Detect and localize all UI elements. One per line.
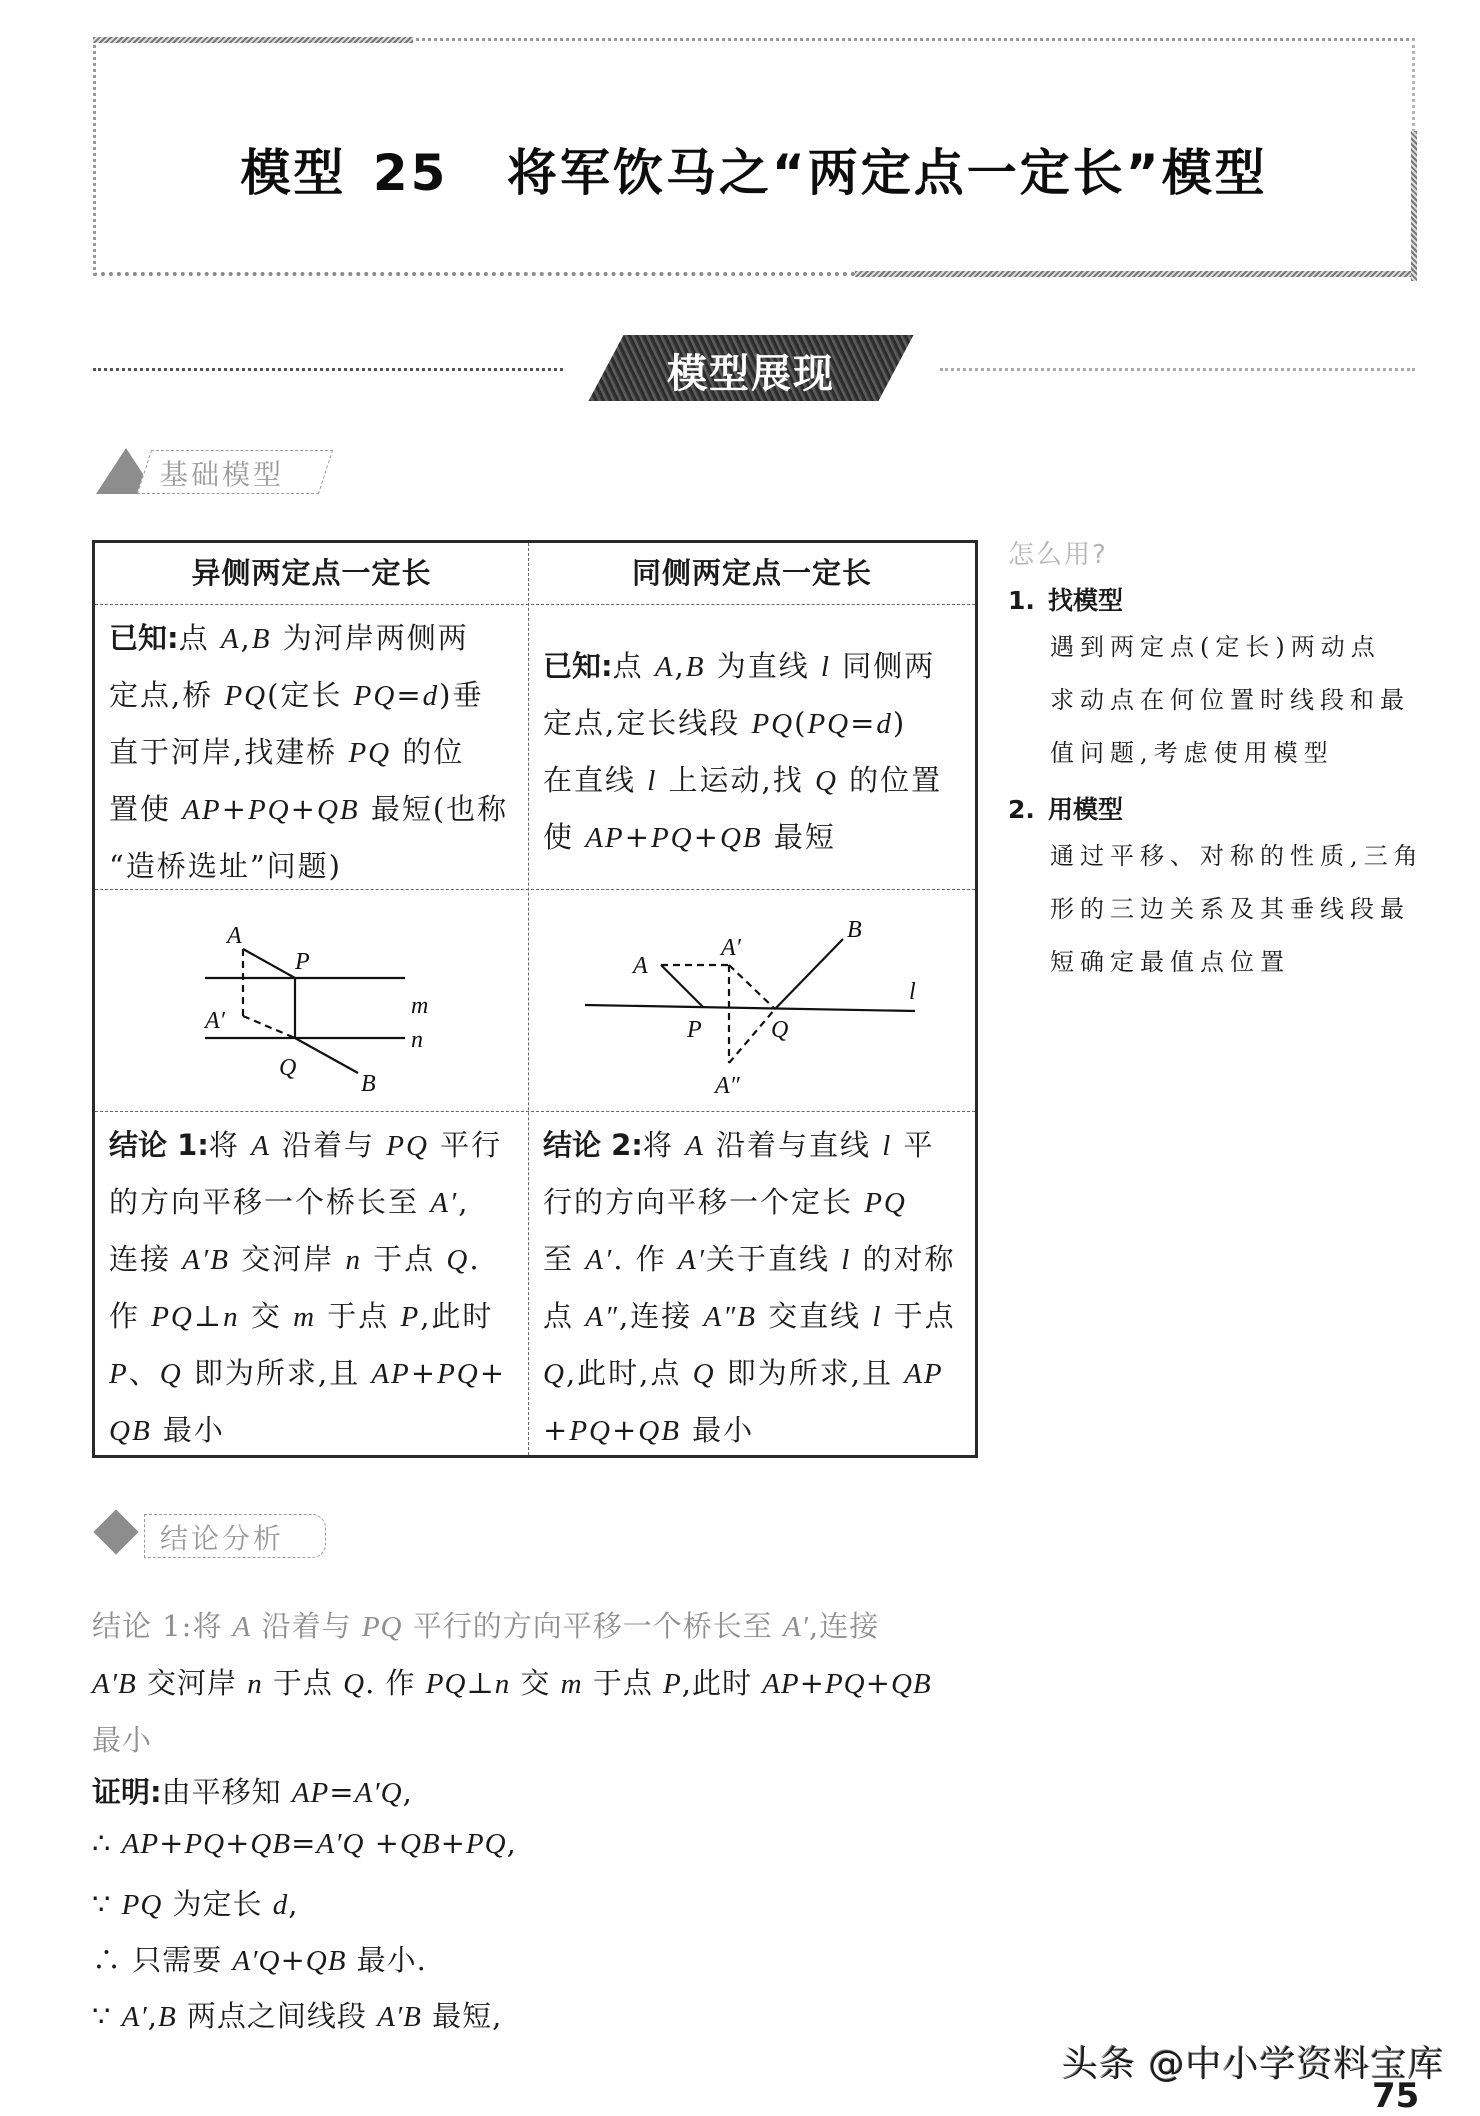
proof-line: 证明:由平移知 AP=A′Q, [92,1775,413,1809]
title-prefix: 模型 [240,144,347,202]
divider-left [93,368,563,371]
svg-text:Q: Q [279,1055,297,1081]
same-side-diagram [575,903,975,1103]
conclusion-cell-1: 结论 1:将 A 沿着与 PQ 平行 的方向平移一个桥长至 A′, 连接 A′B 交河岸 n 于点 Q. 作 PQ⊥n 交 m 于点 P,此时 P、Q 即为所求,且 AP+PQ+ QB 最小 [109,1128,507,1447]
proof-line: ∴ 只需要 A′Q+QB 最小. [92,1943,427,1977]
proof-label: 证明: [92,1775,162,1809]
usage-hint: 怎么用? [1008,540,1108,570]
proof-line: ∵ A′,B 两点之间线段 A′B 最短, [92,1999,503,2033]
svg-text:l: l [909,979,916,1005]
svg-text:A: A [227,923,242,949]
known-cell-1: 已知:点 A,B 为河岸两侧两 定点,桥 PQ(定长 PQ=d)垂 直于河岸,找建桥 PQ 的位 置使 AP+PQ+QB 最短(也称 “造桥选址”问题) [109,610,519,894]
svg-text:B: B [361,1071,376,1097]
known-text-2: 已知:点 A,B 为直线 l 同侧两 [543,649,936,683]
diamond-icon [93,1509,138,1554]
svg-text:A: A [633,953,648,979]
column-header-same-side: 同侧两定点一定长 [631,556,872,590]
step-find-model: 1. 找模型 [1008,586,1124,615]
proof-line: ∵ PQ 为定长 d, [92,1887,299,1921]
svg-text:A″: A″ [715,1073,740,1099]
svg-text:P: P [687,1017,702,1043]
column-divider [528,543,529,1455]
section-banner-title: 模型展现 [667,351,835,397]
title-box [93,38,1415,276]
svg-text:A′: A′ [205,1008,225,1034]
conclusion-cell-2: 结论 2:将 A 沿着与直线 l 平 行的方向平移一个定长 PQ 至 A′. 作 A′关于直线 l 的对称 点 A″,连接 A″B 交直线 l 于点 Q,此时,点 Q 即为所求,且 AP +PQ+QB 最小 [543,1128,956,1447]
step-find-model-body: 遇到两定点(定长)两动点 求动点在何位置时线段和最 值问题,考虑使用模型 [1050,633,1410,767]
svg-text:A′: A′ [721,935,741,961]
step-use-model-body: 通过平移、对称的性质,三角 形的三边关系及其垂线段最 短确定最值点位置 [1050,842,1424,976]
page-title [96,133,1412,205]
row-divider [95,604,975,605]
svg-text:n: n [411,1027,423,1053]
svg-text:B: B [847,917,862,943]
title-main: 将军饮马之“两定点一定长”模型 [506,144,1268,202]
step-use-model: 2. 用模型 [1008,795,1124,824]
row-divider [95,1111,975,1112]
usage-sidebar [1008,534,1428,989]
svg-text:Q: Q [771,1017,789,1043]
proof-line: ∴ AP+PQ+QB=A′Q +QB+PQ, [92,1826,517,1860]
conclusion-analysis-label: 结论分析 [160,1522,285,1555]
known-text-1: 已知:点 A,B 为河岸两侧两 [109,621,469,655]
watermark: 头条 @中小学资料宝库 [1062,2044,1445,2085]
known-cell-2: 已知:点 A,B 为直线 l 同侧两 定点,定长线段 PQ(PQ=d) 在直线 l 上运动,找 Q 的位置 使 AP+PQ+QB 最短 [543,638,973,866]
basic-model-label: 基础模型 [160,458,285,491]
svg-text:m: m [411,993,429,1019]
conclusion-analysis-tag [96,1512,336,1560]
svg-text:P: P [295,949,310,975]
model-table [92,540,978,1458]
divider-right [940,368,1415,371]
bridge-diagram [155,913,495,1103]
model-number: 25 [372,144,449,202]
decorative-border [93,37,413,43]
decorative-border [855,271,1415,277]
page-number: 75 [1372,2076,1420,2116]
analysis-paragraph: 结论 1:将 A 沿着与 PQ 平行的方向平移一个桥长至 A′,连接 A′B 交河岸 n 于点 Q. 作 PQ⊥n 交 m 于点 P,此时 AP+PQ+QB 最小 [92,1609,932,1757]
basic-model-tag [96,448,336,496]
column-header-opposite-side: 异侧两定点一定长 [191,556,432,590]
